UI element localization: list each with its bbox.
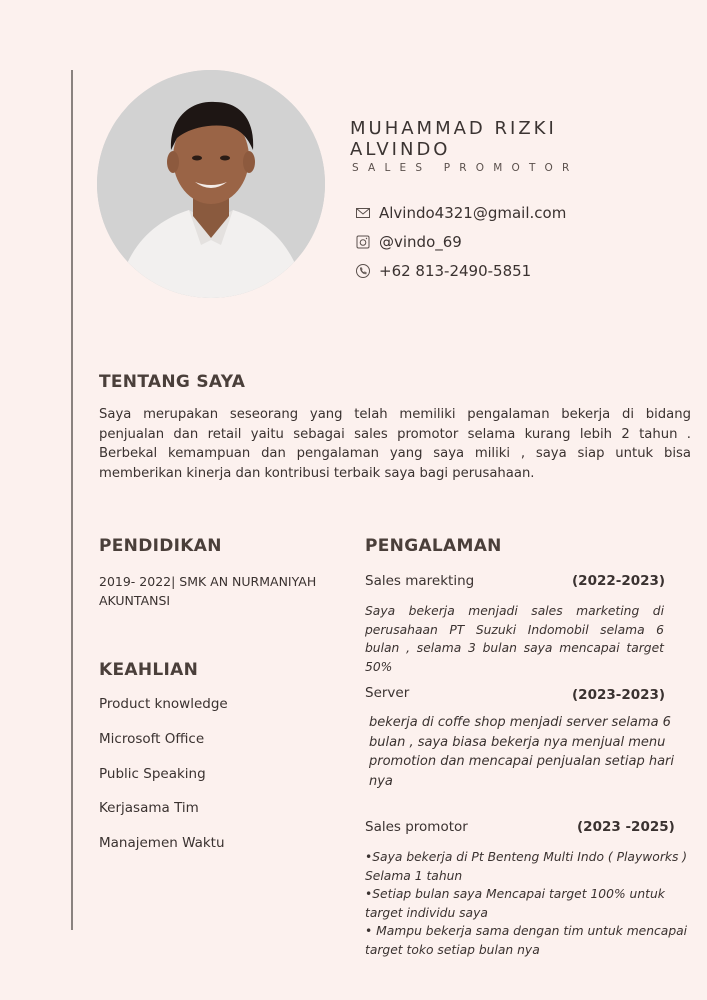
experience-title: PENGALAMAN bbox=[365, 536, 502, 556]
education-title: PENDIDIKAN bbox=[99, 536, 222, 556]
full-name bbox=[350, 118, 630, 160]
name-line-2: ALVINDO bbox=[350, 139, 451, 160]
job-description bbox=[365, 848, 690, 959]
instagram-icon bbox=[355, 234, 371, 250]
email-text: Alvindo4321@gmail.com bbox=[379, 204, 567, 222]
contact-phone bbox=[355, 260, 531, 282]
name-line-1: MUHAMMAD RIZKI bbox=[350, 118, 557, 139]
job-title: Sales marekting bbox=[365, 573, 475, 589]
skill-item: Microsoft Office bbox=[99, 731, 205, 747]
contact-instagram bbox=[355, 231, 462, 253]
instagram-text: @vindo_69 bbox=[379, 233, 462, 251]
job-bullet: •Setiap bulan saya Mencapai target 100% untuk target individu saya bbox=[365, 887, 665, 920]
mail-icon bbox=[355, 205, 371, 221]
job-years: (2023 -2025) bbox=[577, 819, 675, 835]
job-title: Server bbox=[365, 685, 410, 701]
profile-photo bbox=[97, 70, 325, 298]
job-description: bekerja di coffe shop menjadi server selama 6 bulan , saya biasa bekerja nya menjual menu promotion dan mencapai penjualan setiap hari nya bbox=[369, 715, 675, 789]
skill-item: Product knowledge bbox=[99, 696, 228, 712]
about-title: TENTANG SAYA bbox=[99, 372, 246, 392]
skills-title: KEAHLIAN bbox=[99, 660, 199, 680]
education-text: 2019- 2022| SMK AN NURMANIYAH AKUNTANSI bbox=[99, 574, 317, 608]
skill-item: Public Speaking bbox=[99, 766, 206, 782]
skill-item: Manajemen Waktu bbox=[99, 835, 225, 851]
phone-icon bbox=[355, 263, 371, 279]
vertical-divider bbox=[71, 70, 73, 930]
contact-email bbox=[355, 202, 566, 224]
job-description: Saya bekerja menjadi sales marketing di perusahaan PT Suzuki Indomobil selama 6 bulan , selama 3 bulan saya mencapai target 50% bbox=[365, 604, 664, 674]
job-years: (2023-2023) bbox=[572, 687, 666, 703]
about-text: Saya merupakan seseorang yang telah memiliki pengalaman bekerja di bidang penjualan dan retail yaitu sebagai sales promotor selama kurang lebih 2 tahun . Berbekal kemampuan dan pengalaman yang saya miliki , saya siap untuk bisa memberikan kinerja dan kontribusi terbaik saya bagi perusahaan. bbox=[99, 407, 691, 481]
job-title: Sales promotor bbox=[365, 819, 468, 835]
phone-text: +62 813-2490-5851 bbox=[379, 262, 532, 280]
job-bullet: • Mampu bekerja sama dengan tim untuk mencapai target toko setiap bulan nya bbox=[365, 924, 688, 957]
job-role: SALES PROMOTOR bbox=[352, 162, 579, 174]
job-bullet: •Saya bekerja di Pt Benteng Multi Indo ( Playworks ) Selama 1 tahun bbox=[365, 850, 688, 883]
skill-item: Kerjasama Tim bbox=[99, 800, 199, 816]
job-years: (2022-2023) bbox=[572, 573, 666, 589]
